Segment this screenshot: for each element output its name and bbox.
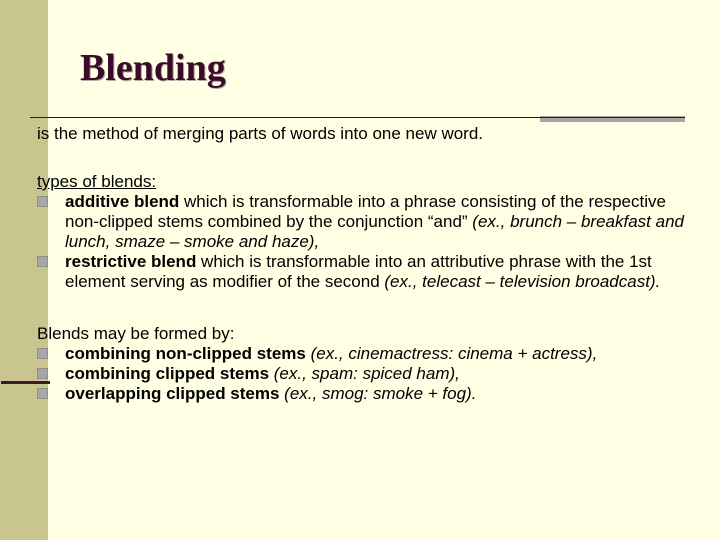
title-rule bbox=[30, 117, 685, 118]
types-heading: types of blends: bbox=[37, 172, 157, 191]
square-bullet-icon bbox=[37, 256, 48, 267]
slide-content bbox=[37, 124, 687, 404]
list-item-overlapping-clipped-stems bbox=[37, 384, 687, 404]
term-label: combining clipped stems bbox=[65, 364, 270, 383]
term-description: which is transformable into a phrase consisting of the respective non-clipped stems combined by the conjunction “and” bbox=[65, 192, 666, 231]
term-example: (ex., telecast – television broadcast). bbox=[384, 272, 661, 291]
term-description: which is transformable into an attributive phrase with the 1st element serving as modifier of the second bbox=[65, 252, 652, 291]
list-item-clipped-stems bbox=[37, 364, 687, 384]
square-bullet-icon bbox=[37, 348, 48, 359]
formed-heading: Blends may be formed by: bbox=[37, 324, 235, 343]
square-bullet-icon bbox=[37, 196, 48, 207]
definition-text: is the method of merging parts of words into one new word. bbox=[37, 124, 484, 143]
term-example: (ex., spam: spiced ham), bbox=[269, 364, 460, 383]
list-item-additive-blend bbox=[37, 192, 687, 252]
square-bullet-icon bbox=[37, 388, 48, 399]
list-item-restrictive-blend bbox=[37, 252, 687, 292]
term-label: additive blend bbox=[65, 192, 180, 211]
term-example: (ex., cinemactress: cinema + actress), bbox=[305, 344, 598, 363]
list-item-non-clipped-stems bbox=[37, 344, 687, 364]
square-bullet-icon bbox=[37, 368, 48, 379]
term-example: (ex., brunch – breakfast and lunch, smaze – smoke and haze), bbox=[65, 212, 684, 251]
term-label: restrictive blend bbox=[65, 252, 197, 271]
slide-title: Blending bbox=[80, 47, 226, 89]
term-label: overlapping clipped stems bbox=[65, 384, 280, 403]
term-label: combining non-clipped stems bbox=[65, 344, 306, 363]
term-example: (ex., smog: smoke + fog). bbox=[279, 384, 477, 403]
